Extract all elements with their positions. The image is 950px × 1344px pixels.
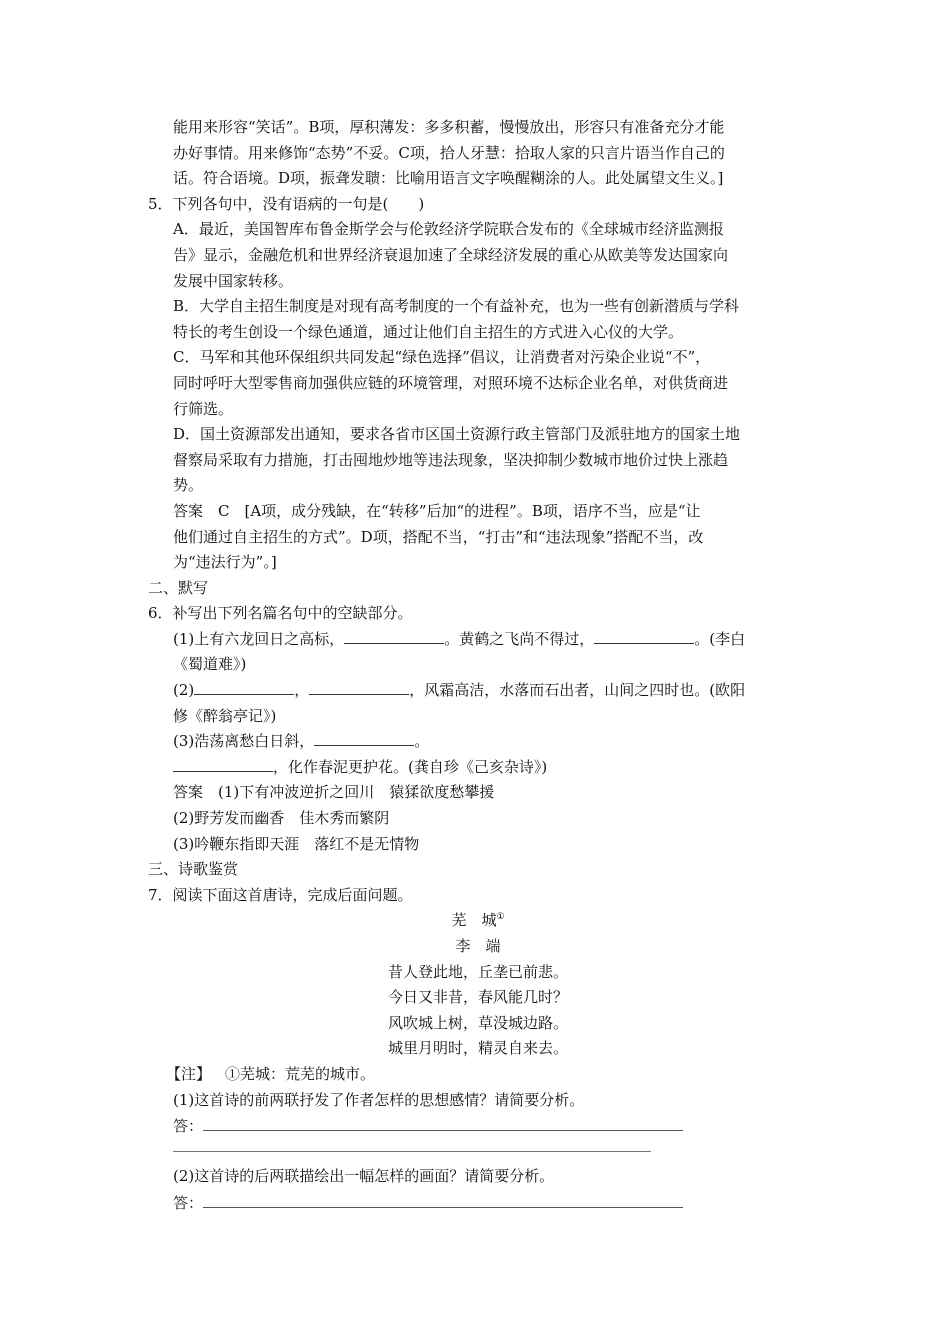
answer-label: 答：	[173, 1117, 204, 1136]
poem-author: 李 端	[455, 937, 501, 955]
q4-explanation-line: 话。符合语境。D项，振聋发聩：比喻用语言文字唤醒糊涂的人。此处属望文生义。]	[173, 169, 724, 188]
poem-line: 昔人登此地，丘垄已前悲。	[388, 962, 569, 981]
poem-title	[148, 908, 808, 934]
q5-option-line: 告》显示，金融危机和世界经济衰退加速了全球经济发展的重心从欧美等发达国家向	[173, 245, 729, 264]
q6-item-1-text-a: (1)上有六龙回日之高标，	[173, 629, 345, 648]
q7-sub1: (1)这首诗的前两联抒发了作者怎样的思想感情？请简要分析。	[173, 1090, 585, 1109]
answer-label: 答：	[173, 1193, 204, 1212]
poem-line: 城里月明时，精灵自来去。	[388, 1039, 569, 1058]
q6-item-3-text-b: 。	[414, 732, 430, 751]
section-heading-dictation: 二、默写	[148, 578, 209, 597]
q5-option-line: B．大学自主招生制度是对现有高考制度的一个有益补充，也为一些有创新潜质与学科	[173, 297, 740, 316]
q4-explanation-line: 能用来形容“笑话”。B项，厚积薄发：多多积蓄，慢慢放出，形容只有准备充分才能	[173, 118, 725, 136]
q5-option-line: 发展中国家转移。	[173, 271, 294, 290]
q5-option-line: 特长的考生创设一个绿色通道，通过让他们自主招生的方式进入心仪的大学。	[173, 322, 684, 341]
poem-note	[148, 1062, 808, 1088]
q6-item-3	[148, 729, 808, 755]
q6-item-3-text-c: ，化作春泥更护花。(龚自珍《己亥杂诗》)	[273, 757, 548, 776]
fill-blank[interactable]	[594, 627, 694, 644]
q6-item-1-source: 《蜀道难》)	[173, 655, 247, 674]
fill-blank[interactable]	[309, 678, 409, 695]
q7-sub1-answer	[148, 1113, 808, 1139]
q7-sub1-answer-cont	[148, 1139, 808, 1165]
note-text: ①芜城：荒芜的城市。	[225, 1064, 376, 1083]
q5-option-line: D．国土资源部发出通知，要求各省市区国土资源行政主管部门及派驻地方的国家土地	[173, 425, 741, 444]
q6-answer-1: 答案 (1)下有冲波逆折之回川 猿猱欲度愁攀援	[173, 783, 495, 802]
poem-title-footnote-mark: ①	[496, 912, 505, 923]
q6-item-2-text-b: ，	[294, 681, 310, 700]
q7-stem: 7．阅读下面这首唐诗，完成后面问题。	[148, 885, 413, 904]
q6-item-3-text-a: (3)浩荡离愁白日斜，	[173, 732, 315, 751]
q5-option-line: 同时呼吁大型零售商加强供应链的环境管理，对照环境不达标企业名单，对供货商进	[173, 373, 729, 392]
section-heading-poetry: 三、诗歌鉴赏	[148, 860, 239, 879]
q6-item-2-text-c: ，风霜高洁，水落而石出者，山间之四时也。(欧阳	[409, 681, 746, 700]
q7-sub2: (2)这首诗的后两联描绘出一幅怎样的画面？请简要分析。	[173, 1167, 555, 1186]
q6-item-1-text-c: 。(李白	[694, 629, 746, 648]
q5-answer-line: 答案 C [A项，成分残缺，在“转移”后加“的进程”。B项，语序不当，应是“让	[173, 501, 701, 520]
poem-line: 风吹城上树，草没城边路。	[388, 1013, 569, 1032]
answer-line[interactable]	[173, 1139, 651, 1152]
q5-stem: 5．下列各句中，没有语病的一句是( )	[148, 194, 425, 213]
q6-item-2-text-a: (2)	[173, 681, 195, 700]
q5-option-line: 督察局采取有力措施，打击囤地炒地等违法现象，坚决抑制少数城市地价过快上涨趋	[173, 450, 729, 469]
q5-option-line: A．最近，美国智库布鲁金斯学会与伦敦经济学院联合发布的《全球城市经济监测报	[173, 220, 724, 239]
q5-option-line: 势。	[173, 476, 204, 495]
q6-item-3-cont	[148, 755, 808, 781]
fill-blank[interactable]	[194, 678, 294, 695]
answer-line[interactable]	[203, 1113, 683, 1131]
fill-blank[interactable]	[314, 729, 414, 746]
poem-line: 今日又非昔，春风能几时？	[388, 988, 569, 1007]
q5-option-line: C．马军和其他环保组织共同发起“绿色选择”倡议，让消费者对污染企业说“不”，	[173, 348, 711, 367]
q6-item-1	[148, 627, 808, 653]
q6-item-1-text-b: 。黄鹤之飞尚不得过，	[444, 629, 595, 648]
q4-explanation-line: 办好事情。用来修饰“态势”不妥。C项，拾人牙慧：拾取人家的只言片语当作自己的	[173, 143, 725, 162]
q6-item-2	[148, 678, 808, 704]
document-page	[148, 115, 808, 1216]
q6-answer-3: (3)吟鞭东指即天涯 落红不是无情物	[173, 834, 420, 853]
q5-answer-line: 为“违法行为”。]	[173, 553, 277, 572]
q6-item-2-source: 修《醉翁亭记》)	[173, 706, 277, 725]
poem-title-text: 芜 城	[451, 911, 497, 930]
fill-blank[interactable]	[173, 755, 273, 772]
fill-blank[interactable]	[344, 627, 444, 644]
answer-line[interactable]	[203, 1190, 683, 1208]
q7-sub2-answer	[148, 1190, 808, 1216]
note-label: 【注】	[166, 1064, 212, 1083]
q6-stem: 6．补写出下列名篇名句中的空缺部分。	[148, 604, 413, 623]
q5-answer-line: 他们通过自主招生的方式”。D项，搭配不当，“打击”和“违法现象”搭配不当，改	[173, 527, 704, 546]
q6-answer-2: (2)野芳发而幽香 佳木秀而繁阴	[173, 809, 390, 828]
q5-option-line: 行筛选。	[173, 399, 234, 418]
